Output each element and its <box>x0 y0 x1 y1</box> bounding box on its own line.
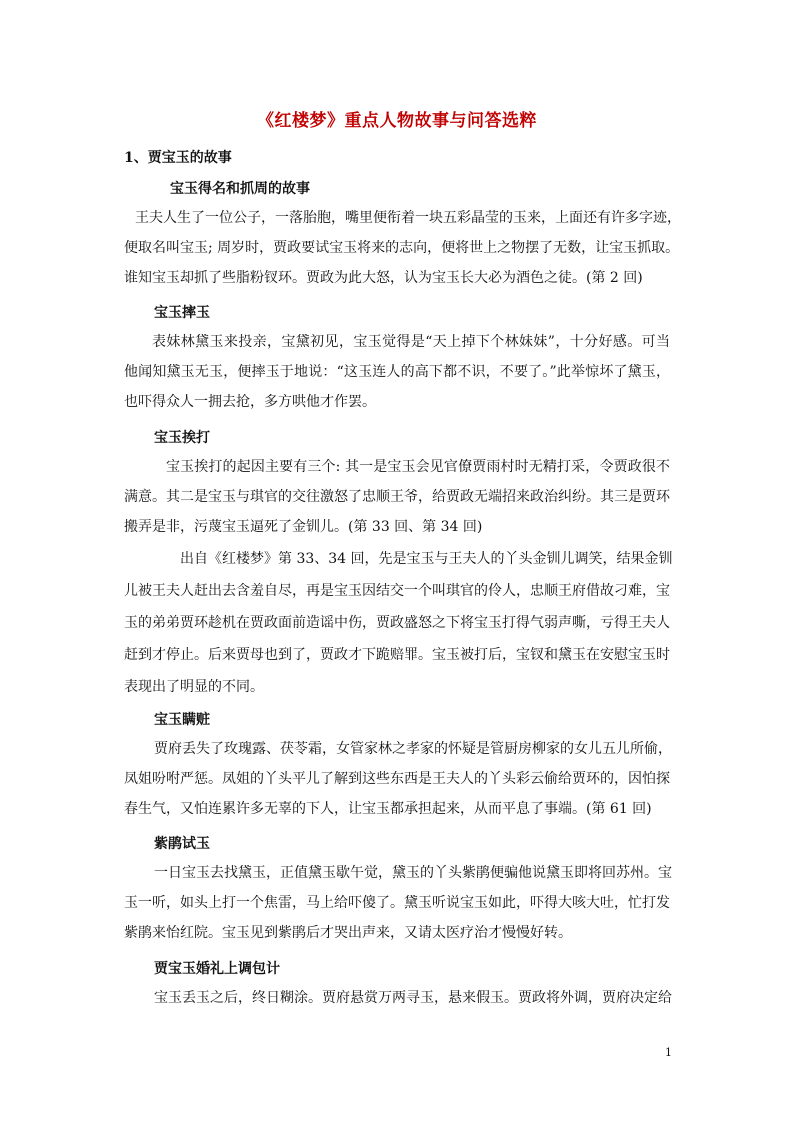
paragraph-line: 出自《红楼梦》第 33、34 回，先是宝玉与王夫人的丫头金钏儿调笑，结果金钏 <box>180 551 673 567</box>
paragraph-line: 春生气，又怕连累许多无辜的下人，让宝玉都承担起来，从而平息了事端。(第 61 回) <box>124 801 652 817</box>
story-heading: 贾宝玉婚礼上调包计 <box>154 961 280 977</box>
paragraph-line: 一日宝玉去找黛玉，正值黛玉歇午觉，黛玉的丫头紫鹃便骗他说黛玉即将回苏州。宝 <box>154 865 672 881</box>
paragraph-line: 便取名叫宝玉; 周岁时，贾政要试宝玉将来的志向，便将世上之物摆了无数，让宝玉抓取。 <box>124 240 680 256</box>
paragraph-line: 也吓得众人一拥去抢，多方哄他才作罢。 <box>124 394 376 410</box>
document-title: 《红楼梦》重点人物故事与问答选粹 <box>257 111 537 131</box>
section-heading: 1、贾宝玉的故事 <box>124 150 232 166</box>
paragraph-line: 搬弄是非，污蔑宝玉逼死了金钏儿。(第 33 回、第 34 回) <box>124 519 483 535</box>
paragraph-line: 他闻知黛玉无玉，便摔玉于地说：“这玉连人的高下都不识，不要了。”此举惊坏了黛玉， <box>124 364 670 380</box>
paragraph-line: 赶到才停止。后来贾母也到了，贾政才下跪赔罪。宝玉被打后，宝钗和黛玉在安慰宝玉时 <box>124 647 670 663</box>
paragraph-line: 紫鹃来怡红院。宝玉见到紫鹃后才哭出声来，又请太医疗治才慢慢好转。 <box>124 925 572 941</box>
story-heading: 宝玉摔玉 <box>154 305 210 321</box>
paragraph-line: 凤姐吩咐严惩。凤姐的丫头平儿了解到这些东西是王夫人的丫头彩云偷给贾环的，因怕探 <box>124 771 670 787</box>
paragraph-line: 王夫人生了一位公子，一落胎胞，嘴里便衔着一块五彩晶莹的玉来，上面还有许多字迹， <box>135 210 681 226</box>
paragraph-line: 表现出了明显的不同。 <box>124 679 264 695</box>
story-heading: 紫鹃试玉 <box>154 836 210 852</box>
paragraph-line: 贾府丢失了玫瑰露、茯苓霜，女管家林之孝家的怀疑是管厨房柳家的女儿五儿所偷， <box>154 741 672 757</box>
story-heading: 宝玉瞒赃 <box>154 712 210 728</box>
paragraph-line: 玉的弟弟贾环趁机在贾政面前造谣中伤，贾政盛怒之下将宝玉打得气弱声嘶，亏得王夫人 <box>124 615 670 631</box>
paragraph-line: 满意。其二是宝玉与琪官的交往激怒了忠顺王爷，给贾政无端招来政治纠纷。其三是贾环 <box>124 489 670 505</box>
paragraph-line: 儿被王夫人赶出去含羞自尽，再是宝玉因结交一个叫琪官的伶人，忠顺王府借故刁难，宝 <box>124 583 670 599</box>
paragraph-line: 宝玉丢玉之后，终日糊涂。贾府悬赏万两寻玉，悬来假玉。贾政将外调，贾府决定给 <box>154 990 672 1006</box>
paragraph-line: 谁知宝玉却抓了些脂粉钗环。贾政为此大怒，认为宝玉长大必为酒色之徒。(第 2 回) <box>124 270 643 286</box>
paragraph-line: 表妹林黛玉来投亲，宝黛初见，宝玉觉得是“天上掉下个林妹妹”，十分好感。可当 <box>152 334 670 350</box>
page-number: 1 <box>665 1046 672 1059</box>
paragraph-line: 玉一听，如头上打一个焦雷，马上给吓傻了。黛玉听说宝玉如此，吓得大咳大吐，忙打发 <box>124 895 670 911</box>
paragraph-line: 宝玉挨打的起因主要有三个: 其一是宝玉会见官僚贾雨村时无精打采，令贾政很不 <box>166 459 670 475</box>
story-heading: 宝玉得名和抓周的故事 <box>170 181 310 197</box>
story-heading: 宝玉挨打 <box>154 430 210 446</box>
